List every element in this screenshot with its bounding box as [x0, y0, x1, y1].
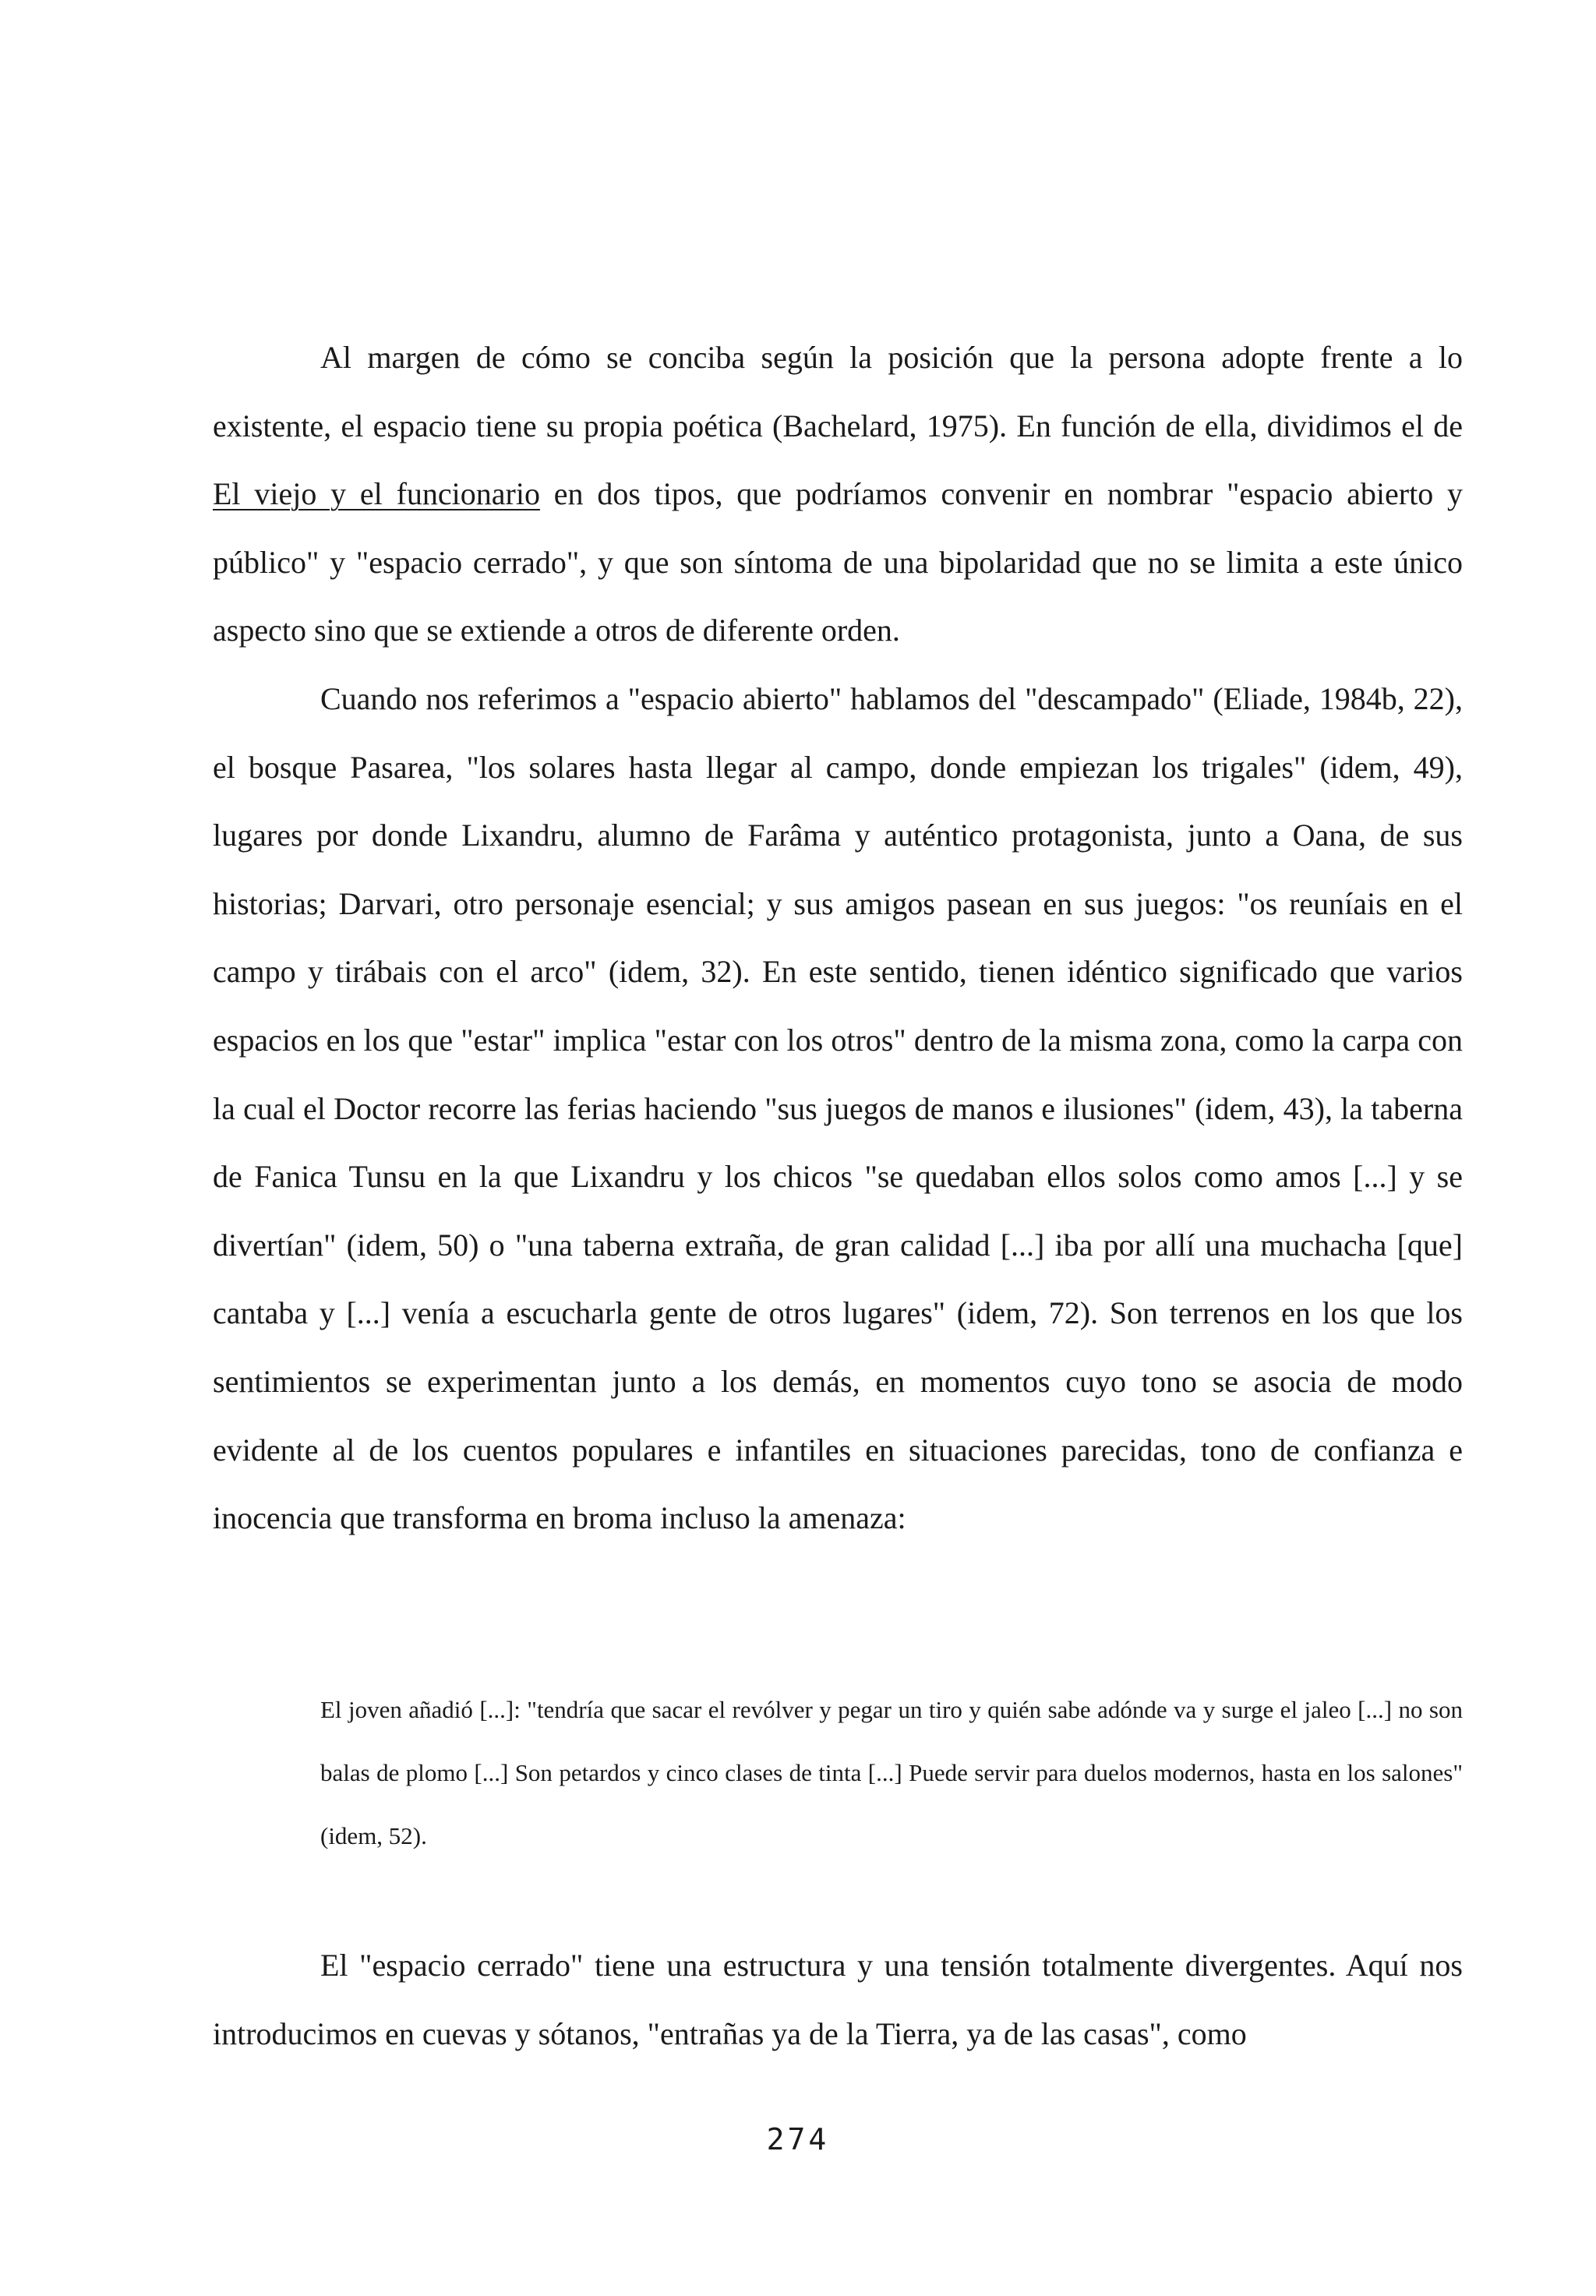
paragraph-3: El "espacio cerrado" tiene una estructura y una tensión totalmente divergentes. Aquí nos introducimos en cuevas y sótanos, "entrañas ya de la Tierra, ya de las casas", como [213, 1948, 1463, 2051]
main-text [213, 323, 1463, 1552]
book-title: El viejo y el funcionario [213, 476, 540, 512]
paragraph-1-before: Al margen de cómo se conciba según la posición que la persona adopte frente a lo existente, el espacio tiene su propia poética (Bachelard, 1975). En función de ella, dividimos el de [213, 340, 1463, 443]
paragraph-2: Cuando nos referimos a "espacio abierto" hablamos del "descampado" (Eliade, 1984b, 22), el bosque Pasarea, "los solares hasta llegar al campo, donde empiezan los trigales" (idem, 49), lugares por donde Lixandru, alumno de Farâma y auténtico protagonista, junto a Oana, de sus historias; Darvari, otro personaje esencial; y sus amigos pasean en sus juegos: "os reuníais en el campo y tirábais con el arco" (idem, 32). En este sentido, tienen idéntico significado que varios espacios en los que "estar" implica "estar con los otros" dentro de la misma zona, como la carpa con la cual el Doctor recorre las ferias haciendo "sus juegos de manos e ilusiones" (idem, 43), la taberna de Fanica Tunsu en la que Lixandru y los chicos "se quedaban ellos solos como amos [...] y se divertían" (idem, 50) o "una taberna extraña, de gran calidad [...] iba por allí una muchacha [que] cantaba y [...] venía a escucharla gente de otros lugares" (idem, 72). Son terrenos en los que los sentimientos se experimentan junto a los demás, en momentos cuyo tono se asocia de modo evidente al de los cuentos populares e infantiles en situaciones parecidas, tono de confianza e inocencia que transforma en broma incluso la amenaza: [213, 680, 1463, 1536]
paragraph-1-after: en dos tipos, que podríamos convenir en nombrar "espacio abierto y público" y "espacio cerrado", y que son síntoma de una bipolaridad que no se limita a este único aspecto sino que se extiende a otros de diferente orden. [213, 476, 1463, 648]
paragraph-1 [213, 323, 1463, 665]
page-number: 274 [766, 2122, 830, 2156]
block-quote: El joven añadió [...]: "tendría que sacar el revólver y pegar un tiro y quién sabe adónde va y surge el jaleo [...] no son balas de plomo [...] Son petardos y cinco clases de tinta [...] Puede servir para duelos modernos, hasta en los salones" (idem, 52). [320, 1696, 1463, 1849]
closing-text [213, 1931, 1463, 2068]
